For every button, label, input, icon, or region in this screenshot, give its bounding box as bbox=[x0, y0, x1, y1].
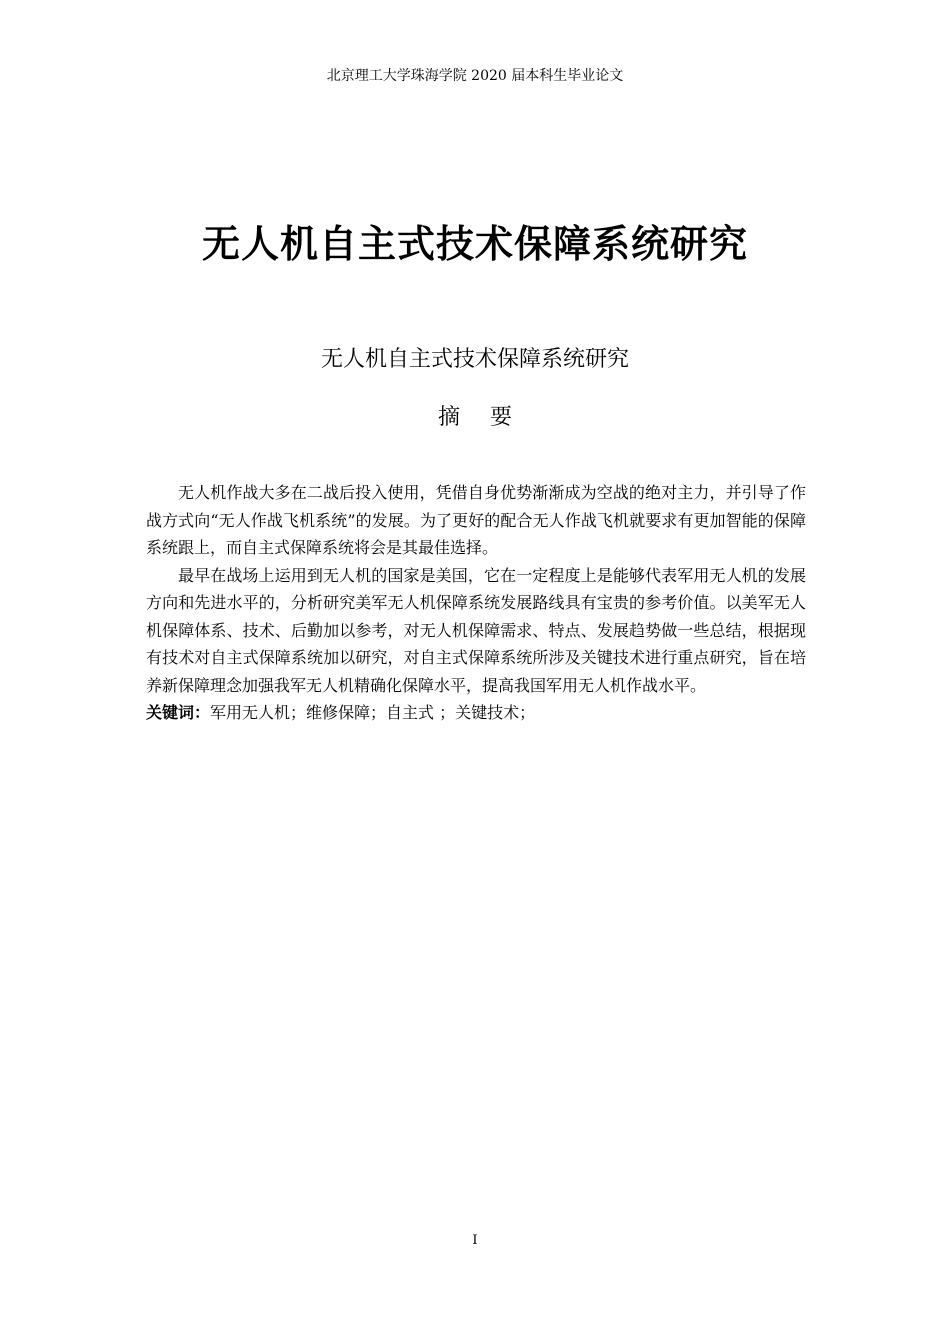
abstract-title: 无人机自主式技术保障系统研究 bbox=[320, 347, 629, 372]
keywords-line bbox=[146, 699, 806, 727]
abstract-body bbox=[146, 479, 806, 727]
keywords-label: 关键词： bbox=[146, 703, 211, 722]
page-number: I bbox=[472, 1233, 478, 1248]
abstract-paragraph-2: 最早在战场上运用到无人机的国家是美国，它在一定程度上是能够代表军用无人机的发展方向和先进水平的，分析研究美军无人机保障系统发展路线具有宝贵的参考价值。以美军无人机保障体系、技术、后勤加以参考，对无人机保障需求、特点、发展趋势做一些总结，根据现有技术对自主式保障系统加以研究，对自主式保障系统所涉及关键技术进行重点研究，旨在培养新保障理念加强我军无人机精确化保障水平，提高我国军用无人机作战水平。 bbox=[146, 565, 806, 695]
abstract-paragraph-1: 无人机作战大多在二战后投入使用，凭借自身优势渐渐成为空战的绝对主力，并引导了作战方式向“无人作战飞机系统”的发展。为了更好的配合无人作战飞机就要求有更加智能的保障系统跟上，而自主式保障系统将会是其最佳选择。 bbox=[146, 483, 806, 557]
thesis-title: 无人机自主式技术保障系统研究 bbox=[201, 222, 748, 266]
running-header: 北京理工大学珠海学院 2020 届本科生毕业论文 bbox=[326, 68, 624, 84]
abstract-heading: 摘要 bbox=[437, 405, 542, 430]
keywords-text: 军用无人机；维修保障；自主式 ；关键技术； bbox=[210, 703, 536, 722]
